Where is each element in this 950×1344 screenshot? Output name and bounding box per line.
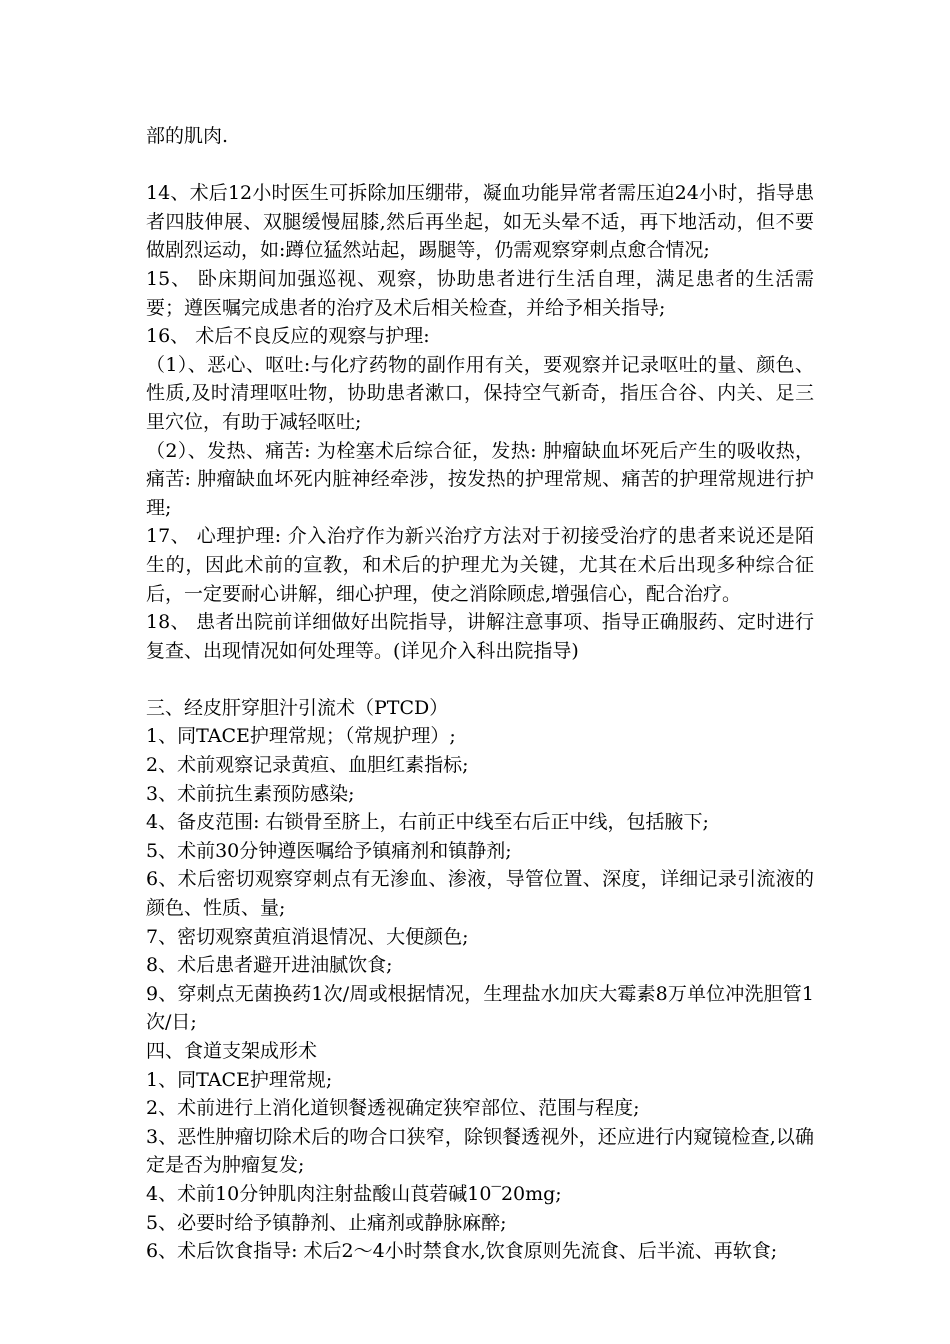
paragraph: 部的肌肉. xyxy=(146,125,229,147)
paragraph: 2、术前观察记录黄疸、血胆红素指标; xyxy=(146,754,469,777)
paragraph: 3、术前抗生素预防感染; xyxy=(146,782,355,805)
paragraph: （1）、恶心、呕吐:与化疗药物的副作用有关，要观察并记录呕吐的量、颜色、性质,及时清理呕吐物，协助患者漱口，保持空气新奇，指压合谷、内关、足三里穴位，有助于减轻呕吐; xyxy=(146,353,814,433)
paragraph: 14、术后12小时医生可拆除加压绷带，凝血功能异常者需压迫24小时，指导患者四肢伸展、双腿缓慢屈膝,然后再坐起，如无头晕不适，再下地活动，但不要做剧烈运动，如:蹲位猛然站起，踢腿等，仍需观察穿刺点愈合情况; xyxy=(146,182,814,262)
paragraph: 3、恶性肿瘤切除术后的吻合口狭窄，除钡餐透视外，还应进行内窥镜检查,以确定是否为肿瘤复发; xyxy=(146,1125,814,1177)
paragraph: 5、必要时给予镇静剂、止痛剂或静脉麻醉; xyxy=(146,1211,507,1234)
paragraph: 18、 患者出院前详细做好出院指导，讲解注意事项、指导正确服药、定时进行复查、出现情况如何处理等。(详见介入科出院指导) xyxy=(146,611,814,662)
blank-line xyxy=(146,151,814,180)
paragraph: 1、同TACE护理常规；（常规护理）; xyxy=(146,725,456,748)
paragraph: （2）、发热、痛苦: 为栓塞术后综合征，发热: 肿瘤缺血坏死后产生的吸收热，痛苦: 肿瘤缺血坏死内脏神经牵涉，按发热的护理常规、痛苦的护理常规进行护理; xyxy=(146,439,814,519)
paragraph: 8、术后患者避开进油腻饮食; xyxy=(146,954,393,977)
paragraph: 三、经皮肝穿胆汁引流术（PTCD） xyxy=(146,696,449,719)
paragraph: 5、术前30分钟遵医嘱给予镇痛剂和镇静剂; xyxy=(146,839,512,862)
paragraph: 4、备皮范围: 右锁骨至脐上，右前正中线至右后正中线，包括腋下; xyxy=(146,811,709,834)
paragraph: 15、 卧床期间加强巡视、观察，协助患者进行生活自理，满足患者的生活需要；遵医嘱完成患者的治疗及术后相关检查，并给予相关指导; xyxy=(146,267,814,319)
paragraph: 4、术前10分钟肌肉注射盐酸山莨菪碱10‾20mg; xyxy=(146,1182,562,1205)
paragraph: 6、术后饮食指导: 术后2～4小时禁食水,饮食原则先流食、后半流、再软食; xyxy=(146,1240,778,1263)
document-body xyxy=(146,122,814,1266)
paragraph: 7、密切观察黄疸消退情况、大便颜色; xyxy=(146,925,469,948)
blank-line xyxy=(146,665,814,694)
paragraph: 2、术前进行上消化道钡餐透视确定狭窄部位、范围与程度; xyxy=(146,1097,640,1120)
paragraph: 四、食道支架成形术 xyxy=(146,1040,318,1062)
paragraph: 1、同TACE护理常规; xyxy=(146,1068,333,1091)
paragraph: 6、术后密切观察穿刺点有无渗血、渗液，导管位置、深度，详细记录引流液的颜色、性质、量; xyxy=(146,868,814,920)
paragraph: 16、 术后不良反应的观察与护理: xyxy=(146,325,430,348)
paragraph: 9、穿刺点无菌换药1次/周或根据情况，生理盐水加庆大霉素8万单位冲洗胆管1次/日; xyxy=(146,982,814,1034)
paragraph: 17、 心理护理: 介入治疗作为新兴治疗方法对于初接受治疗的患者来说还是陌生的，因此术前的宣教，和术后的护理尤为关键，尤其在术后出现多种综合征后，一定要耐心讲解，细心护理，使之消除顾虑,增强信心，配合治疗。 xyxy=(146,525,814,605)
